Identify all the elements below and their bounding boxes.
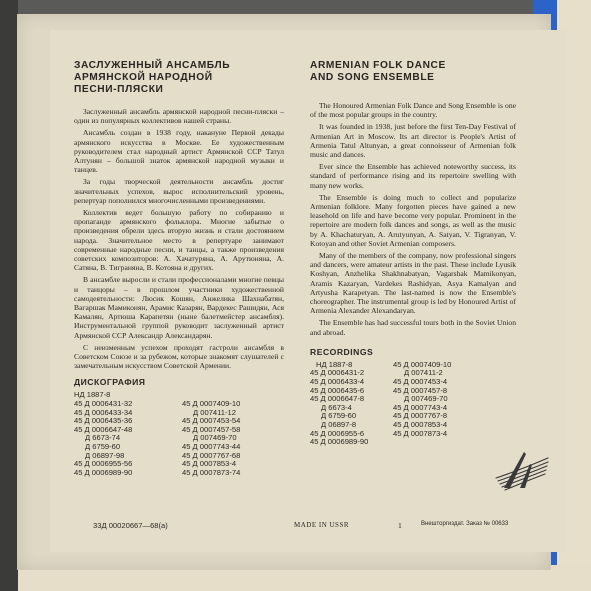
made-in-label: MADE IN USSR — [294, 521, 350, 529]
list-item: 45 Д 0006955-6 — [310, 428, 365, 438]
list-item: Д 007469-70 — [404, 394, 448, 404]
english-title-line: ARMENIAN FOLK DANCE — [310, 60, 446, 71]
russian-title — [74, 60, 284, 96]
list-item: 45 Д 0007457-58 — [182, 424, 241, 434]
list-item: Д 6673-74 — [85, 433, 121, 443]
english-paragraph: Ever since the Ensemble has achieved noteworthy success, its standard of performance rising and its repertoire swelling with many new works. — [310, 162, 516, 190]
list-item: НД 1887-8 — [74, 390, 111, 400]
russian-paragraph: За годы творческой деятельности ансамбль достиг значительных успехов, вырос исполнительский уровень, репертуар пополнился многочисленными произведениями. — [74, 177, 284, 205]
list-item: 45 Д 0007453-54 — [182, 416, 241, 426]
recordings-column — [387, 361, 470, 447]
list-item: Д 06897-98 — [85, 450, 125, 460]
english-paragraph: It was founded in 1938, just before the first Ten-Day Festival of Armenian Art in Moscow. Its art director is People's Artist of Armenia Tatul Altunyan, a great connoisseur of Armenian folk music and dances. — [310, 122, 516, 160]
list-item: 45 Д 0006435-6 — [310, 385, 365, 395]
english-paragraph: Many of the members of the company, now professional singers and dancers, were amateur artists in the past. These include Lyusik Koshyan, Anzhelika Shakhnabatyan, Vagarshak Mamikonyan, Aramis Kazaryan, Vardekes Rashidyan, Asya Kamalyan and Artyusha Karapetyan. The last-named is now the Ensemble's choreographer. The instrumental group is led by Honoured Artist of Armenia Alexander Alexandaryan. — [310, 251, 516, 316]
russian-column — [74, 60, 284, 477]
list-item: 45 Д 0007743-4 — [393, 402, 448, 412]
list-item: Д 007469-70 — [193, 433, 237, 443]
list-item: 45 Д 0006955-56 — [74, 459, 133, 469]
russian-paragraph: Заслуженный ансамбль армянской народной песни-пляски – один из популярных коллективов нашей страны. — [74, 107, 284, 126]
list-item: 45 Д 0006431-2 — [310, 368, 365, 378]
russian-paragraph: В ансамбле выросли и стали профессионалами многие певцы и танцоры – в прошлом участники художественной самодеятельности: Люсик Кошян, Анжелика Шахнабатян, Вагаршак Мамиконян, Арамис Казарян, Вардекес Рашидян, Ася Камалян, Артюша Карапетян (ныне балетмейстер ансамбля). Инструментальной группой руководит заслуженный артист Армянской ССР Александр Александарян. — [74, 275, 284, 340]
list-item: 45 Д 0006431-32 — [74, 399, 133, 409]
list-item: НД 1887-8 — [316, 359, 353, 369]
russian-paragraph: Ансамбль создан в 1938 году, накануне Первой декады армянского искусства в Москве. Ее художественным руководителем стал народный артист Армянской ССР Татул Алтунян – большой знаток армянской народной музыки и танцев. — [74, 128, 284, 175]
english-title-line: AND SONG ENSEMBLE — [310, 72, 435, 83]
list-item: Д 6759-60 — [321, 411, 357, 421]
english-title — [310, 60, 516, 84]
list-item: Д 6759-60 — [85, 442, 121, 452]
side-number: 1 — [398, 521, 402, 530]
english-paragraph: The Ensemble is doing much to collect and popularize Armenian folklore. Many forgotten pieces have gained a new leasehold on life and have become very popular. Prominent in the repertoire are modern folk dances and songs, as well as the music by A. Khachaturyan, A. Arutyunyan, A. Satyan, V. Tigranyan, V. Kotoyan and other Soviet Armenian composers. — [310, 192, 516, 248]
list-item: 45 Д 0007873-74 — [182, 467, 241, 477]
list-item: 45 Д 0007457-8 — [393, 385, 448, 395]
russian-paragraph: С неизменным успехом проходят гастроли ансамбля в Советском Союзе и за рубежом, которые знакомят слушателей с замечательным искусством Советской Армении. — [74, 342, 284, 371]
list-item: 45 Д 0006647-48 — [74, 424, 133, 434]
list-item: 45 Д 0006433-34 — [74, 407, 133, 417]
list-item: 45 Д 0007409-10 — [182, 399, 241, 409]
english-paragraph: The Honoured Armenian Folk Dance and Song Ensemble is one of the most popular groups in the country. — [310, 101, 516, 120]
list-item: 45 Д 0007743-44 — [182, 442, 241, 452]
recordings-list — [310, 361, 470, 447]
discography-list — [74, 391, 284, 477]
list-item: Д 06897-8 — [321, 420, 357, 430]
list-item: Д 007411-2 — [404, 368, 443, 378]
list-item: 45 Д 0007453-4 — [393, 377, 448, 387]
russian-title-line: ПЕСНИ-ПЛЯСКИ — [74, 84, 164, 95]
list-item: 45 Д 0007767-68 — [182, 450, 241, 460]
russian-paragraph: Коллектив ведет большую работу по собиранию и пропаганде армянского фольклора. Многие забытые о произведения обрели здесь вторую жизнь и стали достоянием народа. Значительное место в репертуаре занимают современные народные песни, и танцы, а также произведения советских композиторов: А. Хачатуряна, А. Арутюняна, А. Сатяна, В. Тиграняна, В. Котояна и других. — [74, 208, 284, 273]
list-item: 45 Д 0007853-4 — [393, 420, 448, 430]
discography-column — [176, 391, 284, 477]
list-item: 45 Д 0007767-8 — [393, 411, 448, 421]
list-item: 45 Д 0006989-90 — [310, 437, 369, 447]
list-item: 45 Д 0006989-90 — [74, 467, 133, 477]
discography-column — [74, 391, 176, 477]
list-item: Д 007411-12 — [193, 407, 237, 417]
english-paragraph: The Ensemble has had successful tours both in the Soviet Union and abroad. — [310, 318, 516, 337]
russian-title-line: АРМЯНСКОЙ НАРОДНОЙ — [74, 72, 213, 83]
recordings-heading: RECORDINGS — [310, 346, 374, 357]
english-column — [310, 60, 516, 447]
shadow-edge-left — [0, 0, 18, 591]
list-item: 45 Д 0007409-10 — [393, 359, 452, 369]
catalog-number: 33Д 00020667—68(а) — [93, 521, 168, 530]
discography-heading: ДИСКОГРАФИЯ — [74, 377, 146, 388]
printer-order: Внешторгиздат. Заказ № 00633 — [421, 521, 509, 527]
list-item: 45 Д 0006435-36 — [74, 416, 133, 426]
melodiya-logo-icon — [490, 444, 554, 498]
russian-title-line: ЗАСЛУЖЕННЫЙ АНСАМБЛЬ — [74, 60, 231, 71]
list-item: Д 6673-4 — [321, 402, 352, 412]
list-item: 45 Д 0006647-8 — [310, 394, 365, 404]
list-item: 45 Д 0007873-4 — [393, 428, 448, 438]
list-item: 45 Д 0006433-4 — [310, 377, 365, 387]
recordings-column — [310, 361, 387, 447]
list-item: 45 Д 0007853-4 — [182, 459, 237, 469]
